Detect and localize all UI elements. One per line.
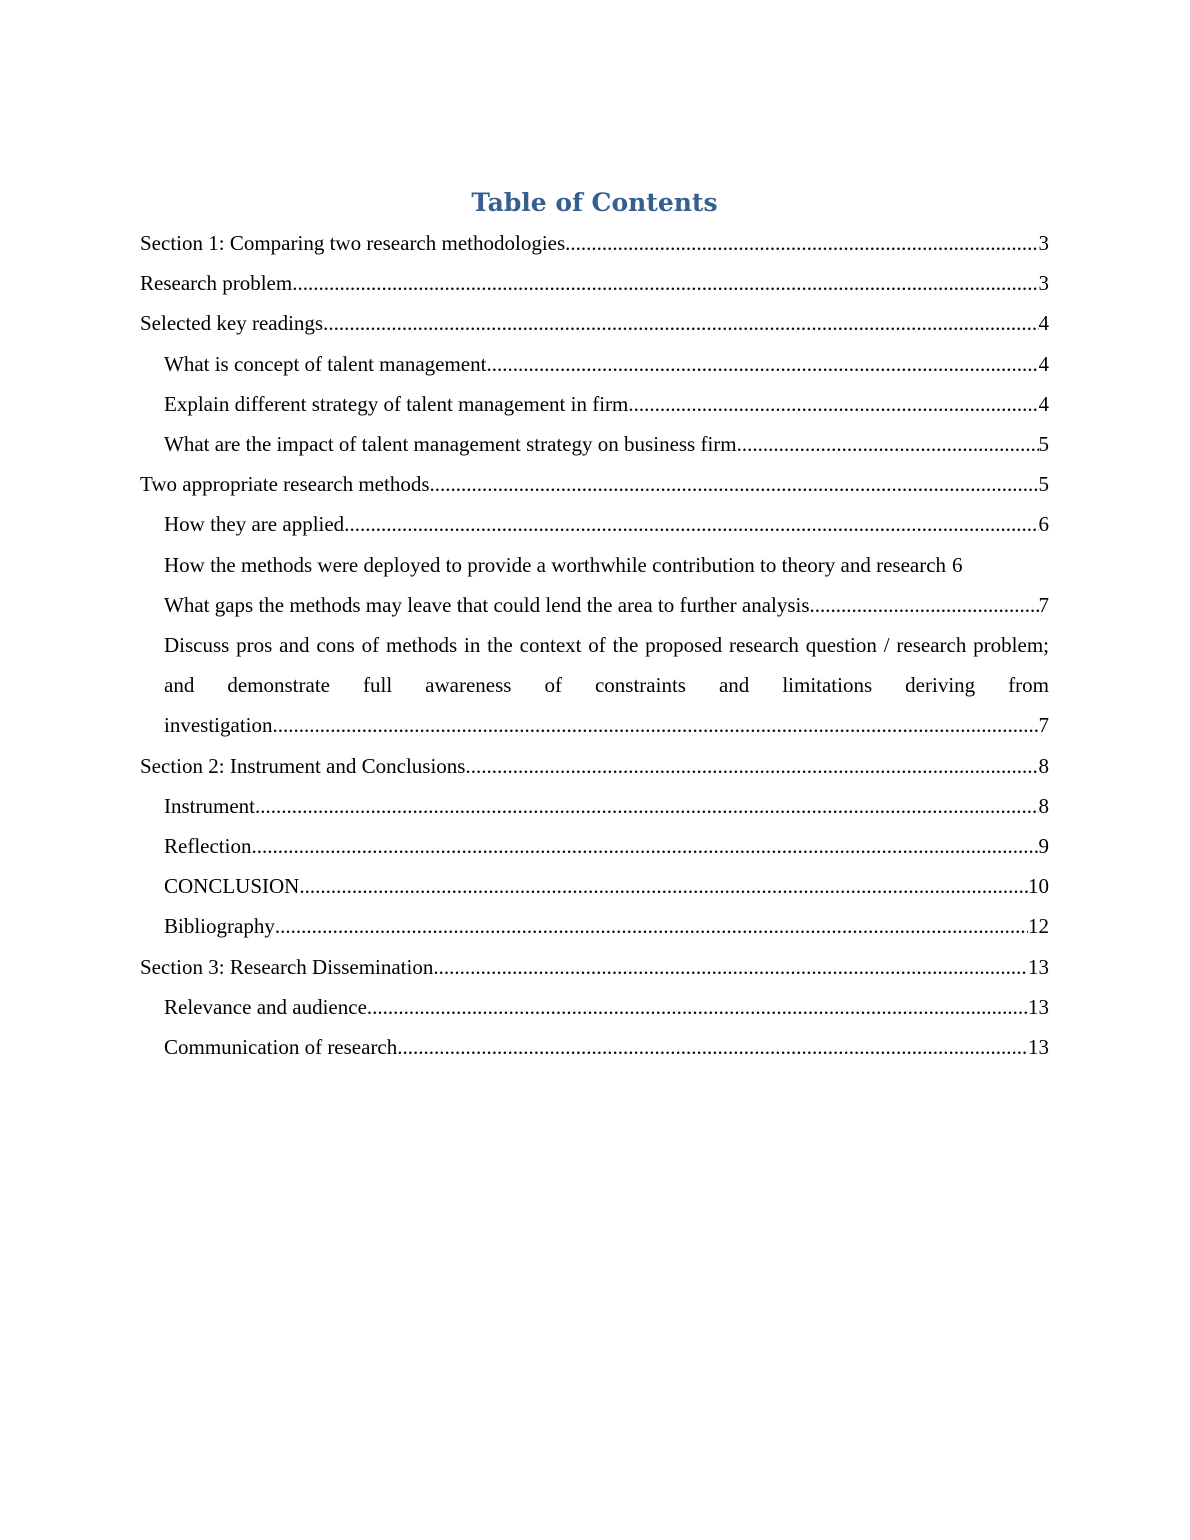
toc-page-number: 5	[1038, 432, 1049, 457]
toc-page-number: 5	[1038, 472, 1049, 497]
toc-entry-label: What are the impact of talent management strategy on business firm	[164, 432, 737, 457]
document-page	[140, 186, 1049, 1067]
toc-entry-label: How the methods were deployed to provide a worthwhile contribution to theory and research	[164, 552, 947, 577]
toc-page-number: 8	[1038, 753, 1049, 778]
toc-page-number: 12	[1028, 914, 1049, 939]
toc-entry[interactable]	[140, 263, 1049, 303]
toc-entry[interactable]	[140, 746, 1049, 786]
toc-entry-last-line	[164, 705, 1049, 745]
toc-entry[interactable]	[140, 223, 1049, 263]
toc-page-number: 10	[1028, 874, 1049, 899]
toc-entry[interactable]	[140, 585, 1049, 625]
toc-entry-label: CONCLUSION	[164, 874, 300, 899]
toc-entry-label: Two appropriate research methods	[140, 472, 430, 497]
toc-entry-label: What is concept of talent management	[164, 351, 487, 376]
toc-entry[interactable]	[140, 947, 1049, 987]
toc-entry[interactable]	[140, 987, 1049, 1027]
toc-dot-leader	[486, 344, 1038, 384]
toc-dot-leader	[810, 585, 1039, 625]
toc-page-number: 4	[1038, 351, 1049, 376]
toc-entry-label: Section 3: Research Dissemination	[140, 954, 434, 979]
toc-entry[interactable]	[140, 344, 1049, 384]
toc-dot-leader	[299, 866, 1028, 906]
toc-dot-leader	[430, 464, 1039, 504]
toc-entry[interactable]	[140, 1027, 1049, 1067]
toc-dot-leader	[628, 384, 1038, 424]
toc-dot-leader	[273, 705, 1039, 745]
toc-dot-leader	[433, 947, 1028, 987]
toc-dot-leader	[367, 987, 1028, 1027]
toc-page-number: 13	[1028, 954, 1049, 979]
toc-entry-label: How they are applied	[164, 512, 345, 537]
toc-entry[interactable]	[140, 906, 1049, 946]
toc-entry[interactable]	[140, 384, 1049, 424]
toc-page-number: 7	[1038, 592, 1049, 617]
toc-entry-label: Discuss pros and cons of methods in the context of the proposed research question / research problem; and demonstrate full awareness of constraints and limitations deriving from	[164, 633, 1049, 698]
toc-entry-label: Bibliography	[164, 914, 275, 939]
toc-entry[interactable]	[140, 303, 1049, 343]
toc-entry-label: Selected key readings	[140, 311, 324, 336]
toc-page-number: 6	[952, 552, 963, 577]
toc-dot-leader	[255, 786, 1039, 826]
toc-page-number: 4	[1038, 311, 1049, 336]
toc-entry-label: Explain different strategy of talent management in firm	[164, 391, 629, 416]
toc-entry[interactable]	[140, 625, 1049, 746]
toc-entry-label: Communication of research	[164, 1035, 398, 1060]
toc-dot-leader	[465, 746, 1038, 786]
toc-page-number: 8	[1038, 793, 1049, 818]
toc-entry[interactable]	[140, 826, 1049, 866]
toc-dot-leader	[737, 424, 1039, 464]
toc-entry-label: What gaps the methods may leave that could lend the area to further analysis	[164, 592, 810, 617]
toc-dot-leader	[251, 826, 1038, 866]
toc-dot-leader	[323, 303, 1038, 343]
toc-entry[interactable]	[140, 464, 1049, 504]
toc-page-number: 13	[1028, 994, 1049, 1019]
toc-page-number: 13	[1028, 1035, 1049, 1060]
toc-title: Table of Contents	[471, 188, 718, 217]
toc-page-number: 9	[1038, 834, 1049, 859]
toc-list	[140, 223, 1049, 1067]
toc-entry-label: Instrument	[164, 793, 255, 818]
toc-entry[interactable]	[140, 424, 1049, 464]
toc-dot-leader	[275, 906, 1028, 946]
toc-page-number: 3	[1038, 271, 1049, 296]
toc-entry-label-end: investigation	[164, 713, 273, 738]
toc-entry-label: Relevance and audience	[164, 994, 367, 1019]
toc-entry[interactable]	[140, 545, 1049, 585]
toc-entry-label: Reflection	[164, 834, 252, 859]
toc-entry-label: Section 1: Comparing two research methodologies	[140, 231, 566, 255]
toc-entry[interactable]	[140, 786, 1049, 826]
toc-page-number: 4	[1038, 391, 1049, 416]
toc-page-number: 3	[1038, 231, 1049, 255]
toc-page-number: 6	[1038, 512, 1049, 537]
toc-entry[interactable]	[140, 866, 1049, 906]
toc-page-number: 7	[1038, 713, 1049, 738]
toc-entry-label: Research problem	[140, 271, 293, 296]
toc-dot-leader	[292, 263, 1038, 303]
toc-entry[interactable]	[140, 504, 1049, 544]
toc-entry-label: Section 2: Instrument and Conclusions	[140, 753, 466, 778]
toc-dot-leader	[565, 223, 1038, 263]
toc-dot-leader	[397, 1027, 1028, 1067]
toc-dot-leader	[344, 504, 1038, 544]
